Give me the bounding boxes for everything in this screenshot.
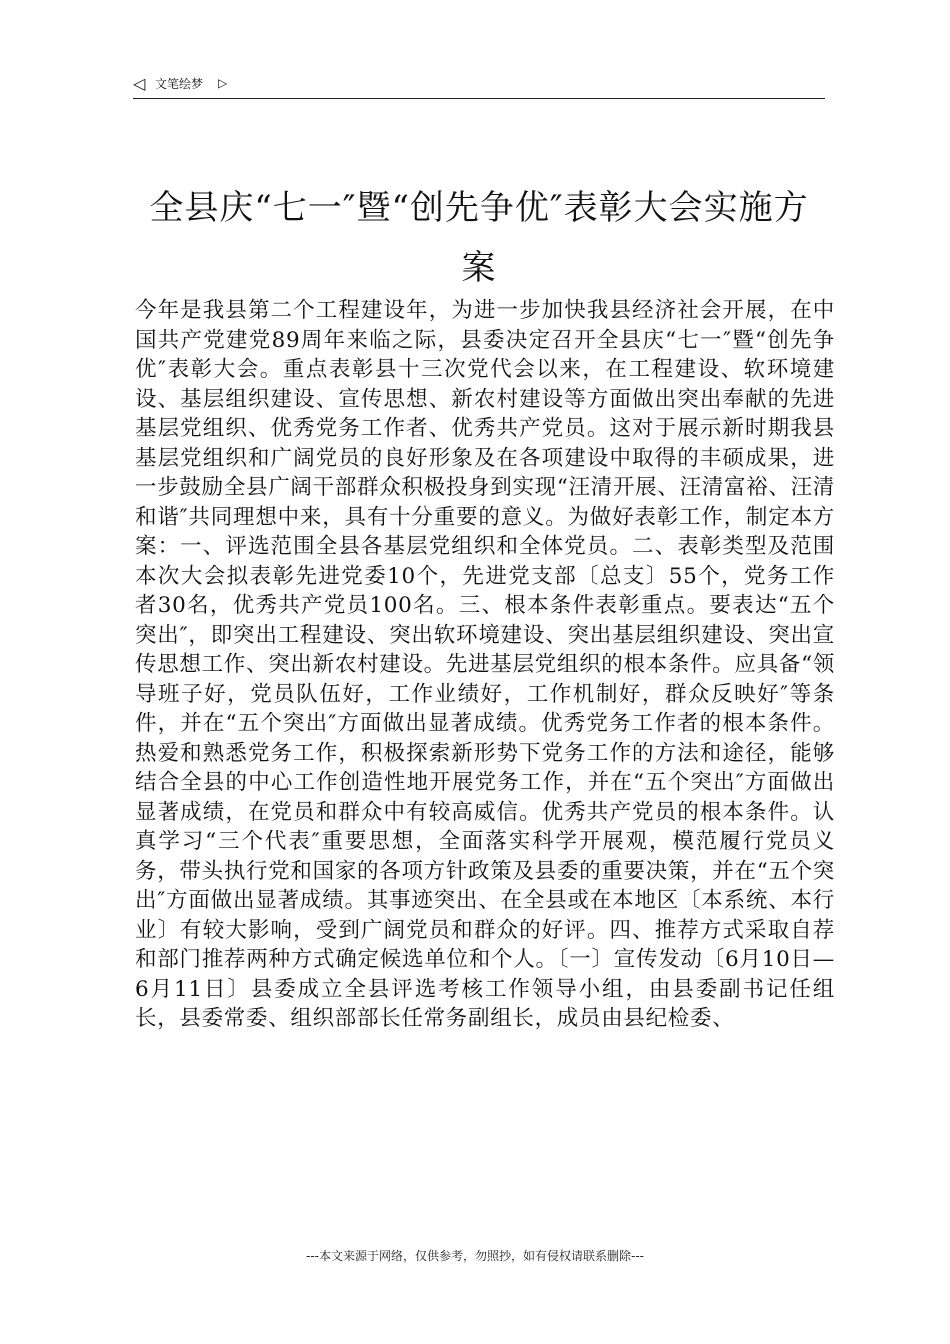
left-triangle-icon: ◁ bbox=[133, 74, 146, 93]
document-body: 今年是我县第二个工程建设年，为进一步加快我县经济社会开展，在中国共产党建党89周年来临之际，县委决定召开全县庆“七一″暨“创先争优″表彰大会。重点表彰县十三次党代会以来，在工程建设、软环境建设、基层组织建设、宣传思想、新农村建设等方面做出突出奉献的先进基层党组织、优秀党务工作者、优秀共产党员。这对于展示新时期我县基层党组织和广阔党员的良好形象及在各项建设中取得的丰硕成果，进一步鼓励全县广阔干部群众积极投身到实现“汪清开展、汪清富裕、汪清和谐″共同理想中来，具有十分重要的意义。为做好表彰工作，制定本方案：一、评选范围全县各基层党组织和全体党员。二、表彰类型及范围本次大会拟表彰先进党委10个，先进党支部〔总支〕55个，党务工作者30名，优秀共产党员100名。三、根本条件表彰重点。要表达“五个突出″，即突出工程建设、突出软环境建设、突出基层组织建设、突出宣传思想工作、突出新农村建设。先进基层党组织的根本条件。应具备“领导班子好，党员队伍好，工作业绩好，工作机制好，群众反映好″等条件，并在“五个突出″方面做出显著成绩。优秀党务工作者的根本条件。热爱和熟悉党务工作，积极探索新形势下党务工作的方法和途径，能够结合全县的中心工作创造性地开展党务工作，并在“五个突出″方面做出显著成绩，在党员和群众中有较高威信。优秀共产党员的根本条件。认真学习“三个代表″重要思想，全面落实科学开展观，模范履行党员义务，带头执行党和国家的各项方针政策及县委的重要决策，并在“五个突出″方面做出显著成绩。其事迹突出、在全县或在本地区〔本系统、本行业〕有较大影响，受到广阔党员和群众的好评。四、推荐方式采取自荐和部门推荐两种方式确定候选单位和个人。〔一〕宣传发动〔6月10日—6月11日〕县委成立全县评选考核工作领导小组，由县委副书记任组长，县委常委、组织部部长任常务副组长，成员由县纪检委、 bbox=[135, 298, 835, 1031]
page-header bbox=[133, 74, 825, 99]
page-footer: ---本文来源于网络，仅供参考，勿照抄，如有侵权请联系删除--- bbox=[306, 1249, 644, 1263]
header-text: 文笔绘梦 bbox=[155, 77, 204, 91]
document-title: 全县庆“七一″暨“创先争优″表彰大会实施方案 bbox=[149, 188, 809, 288]
right-triangle-icon: ▷ bbox=[218, 76, 228, 90]
